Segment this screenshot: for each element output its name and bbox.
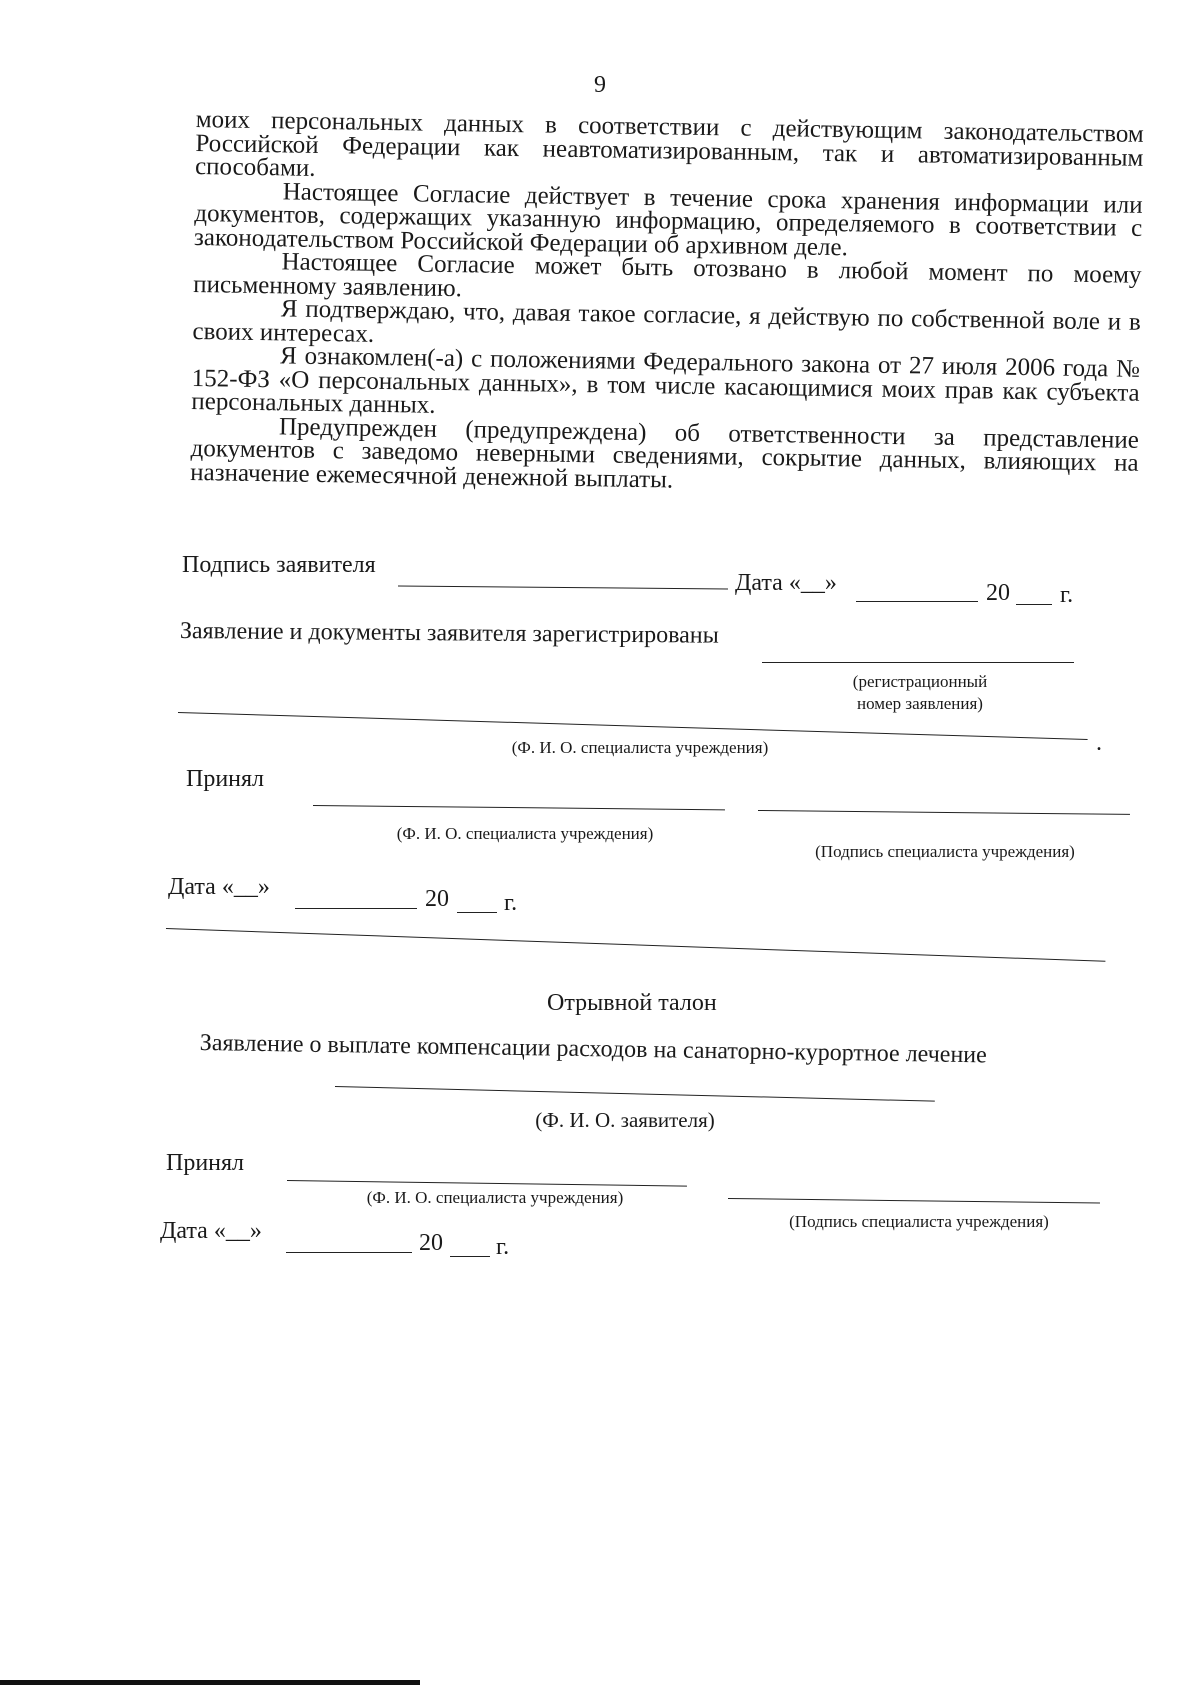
consent-paragraph-3: Настоящее Согласие может быть отозвано в любой момент по моему письменному заявлению.: [193, 248, 1142, 302]
page-number: 9: [594, 72, 606, 98]
stub-date-label: Дата «__»: [160, 1218, 262, 1244]
accepted-month-line[interactable]: [295, 908, 417, 909]
registration-period: .: [1096, 730, 1102, 756]
stub-month-line[interactable]: [286, 1252, 412, 1253]
consent-paragraph-1: моих персональных данных в соответствии с действующим законодательством Российской Федерации как неавтоматизированным, так и автоматизированным способами.: [194, 106, 1144, 182]
consent-paragraph-4: Я подтверждаю, что, давая такое согласие, я действую по собственной воле и в своих интересах.: [192, 295, 1141, 348]
stub-accepted-label: Принял: [166, 1150, 245, 1176]
accepted-year-prefix: 20: [425, 886, 449, 912]
stub-fio-line[interactable]: [287, 1180, 687, 1187]
registration-fio-line[interactable]: [178, 712, 1088, 740]
accepted-year-line[interactable]: [457, 912, 497, 913]
registration-number-line[interactable]: [762, 662, 1074, 663]
accepted-date-label: Дата «__»: [168, 874, 270, 900]
signature-label: Подпись заявителя: [182, 552, 376, 578]
stub-year-suffix: г.: [496, 1234, 510, 1260]
stub-signature-caption: (Подпись специалиста учреждения): [789, 1212, 1049, 1231]
signature-year-prefix: 20: [986, 580, 1010, 606]
stub-signature-line[interactable]: [728, 1198, 1100, 1204]
registration-number-caption-1: (регистрационный: [852, 672, 988, 691]
accepted-signature-line[interactable]: [758, 810, 1130, 815]
accepted-year-suffix: г.: [504, 890, 518, 916]
consent-paragraph-5: Я ознакомлен(-а) с положениями Федерального закона от 27 июля 2006 года № 152-ФЗ «О персональных данных», в том числе касающимися моих прав как субъекта персональных данных.: [191, 342, 1141, 419]
cut-line: [166, 928, 1105, 962]
stub-applicant-line[interactable]: [335, 1086, 935, 1102]
signature-year-line[interactable]: [1016, 604, 1052, 605]
registration-number-caption-2: номер заявления): [857, 694, 983, 713]
accepted-signature-caption: (Подпись специалиста учреждения): [815, 842, 1075, 861]
consent-paragraph-2: Настоящее Согласие действует в течение срока хранения информации или документов, содержащих указанную информацию, определяемого в соответствии с законодательством Российской Федерации об архивном деле.: [193, 177, 1143, 261]
consent-text: [190, 108, 1144, 499]
registration-label: Заявление и документы заявителя зарегистрированы: [179, 618, 719, 649]
accepted-fio-line[interactable]: [313, 805, 725, 810]
registration-fio-caption: (Ф. И. О. специалиста учреждения): [511, 738, 769, 757]
signature-line[interactable]: [398, 586, 728, 590]
stub-statement: Заявление о выплате компенсации расходов на санаторно-курортное лечение: [199, 1030, 987, 1069]
stub-year-prefix: 20: [419, 1230, 443, 1256]
stub-year-line[interactable]: [450, 1256, 490, 1257]
signature-date-label: Дата «__»: [735, 570, 837, 596]
scan-edge-bar: [0, 1680, 420, 1685]
stub-fio-caption: (Ф. И. О. специалиста учреждения): [366, 1188, 624, 1207]
accepted-label: Принял: [186, 766, 265, 792]
stub-applicant-caption: (Ф. И. О. заявителя): [535, 1108, 715, 1132]
consent-paragraph-6: Предупрежден (предупреждена) об ответственности за представление документов с заведомо неверными сведениями, сокрытие данных, влияющих на назначение ежемесячной денежной выплаты.: [190, 412, 1140, 494]
stub-title: Отрывной талон: [547, 990, 717, 1016]
accepted-fio-caption: (Ф. И. О. специалиста учреждения): [396, 824, 654, 843]
signature-year-suffix: г.: [1060, 582, 1074, 608]
signature-month-line[interactable]: [856, 601, 978, 602]
